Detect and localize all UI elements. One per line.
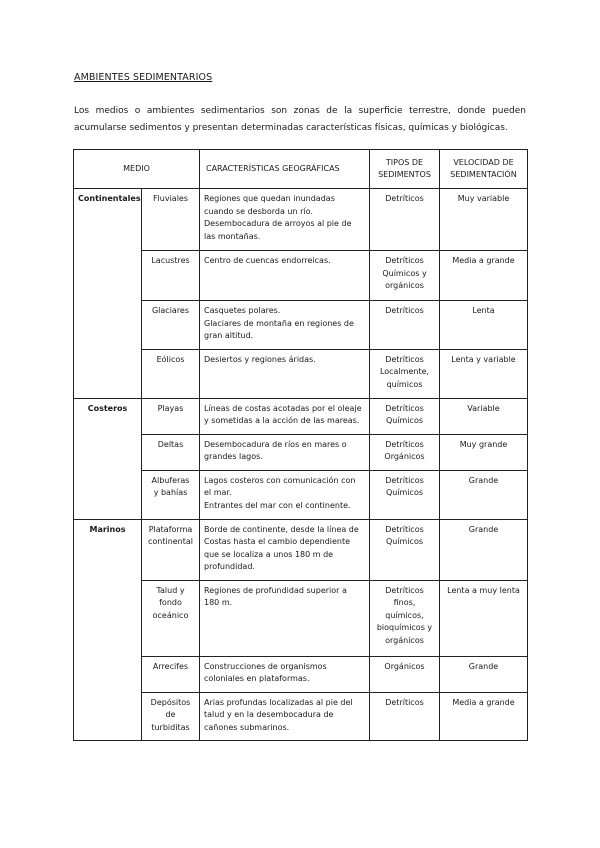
sediment-types-cell: Detríticos finos, químicos, bioquímicos y orgánicos [370,580,440,656]
sub-environment-cell: Albuferas y bahías [142,470,200,519]
features-cell: Regiones que quedan inundadas cuando se desborda un río. Desembocadura de arroyos al pie de las montañas. [200,189,370,251]
sediment-types-cell: Orgánicos [370,656,440,692]
header-features: CARACTERÍSTICAS GEOGRÁFICAS [200,150,370,189]
table-row [74,251,528,301]
table-body [74,189,528,741]
features-cell: Borde de continente, desde la línea de Costas hasta el cambio dependiente que se localiza a unos 180 m de profundidad. [200,519,370,580]
sub-environment-cell: Deltas [142,434,200,470]
table-row [74,434,528,470]
intro-paragraph: Los medios o ambientes sedimentarios son zonas de la superficie terrestre, donde pueden acumularse sedimentos y presentan determinadas características físicas, químicas y biológicas. [74,106,526,133]
header-medio: MEDIO [74,150,200,189]
sedimentation-speed-cell: Grande [440,470,528,519]
sub-environment-cell: Talud y fondo oceánico [142,580,200,656]
table-row [74,519,528,580]
sub-environment-cell: Lacustres [142,251,200,301]
features-cell: Desiertos y regiones áridas. [200,349,370,398]
sub-environment-cell: Depósitos de turbiditas [142,692,200,741]
environment-cell: Costeros [74,398,142,519]
header-speed: VELOCIDAD DE SEDIMENTACIÓN [440,150,528,189]
sub-environment-cell: Fluviales [142,189,200,251]
features-cell: Desembocadura de ríos en mares o grandes lagos. [200,434,370,470]
table-row [74,470,528,519]
sediment-types-cell: Detríticos [370,189,440,251]
sedimentation-speed-cell: Grande [440,519,528,580]
features-cell: Construcciones de organismos coloniales en plataformas. [200,656,370,692]
table-row [74,656,528,692]
sedimentation-speed-cell: Muy variable [440,189,528,251]
features-cell: Líneas de costas acotadas por el oleaje y sometidas a la acción de las mareas. [200,398,370,434]
environment-cell: Continentales [74,189,142,399]
table-row [74,580,528,656]
table-row [74,189,528,251]
table-row [74,398,528,434]
sediment-types-cell: Detríticos [370,692,440,741]
sub-environment-cell: Glaciares [142,301,200,350]
features-cell: Regiones de profundidad superior a 180 m. [200,580,370,656]
sedimentation-speed-cell: Lenta a muy lenta [440,580,528,656]
sedimentation-speed-cell: Lenta y variable [440,349,528,398]
sediment-types-cell: Detríticos Localmente, químicos [370,349,440,398]
sub-environment-cell: Playas [142,398,200,434]
table-row [74,301,528,350]
sediment-types-cell: Detríticos Orgánicos [370,434,440,470]
sedimentation-speed-cell: Lenta [440,301,528,350]
sediment-types-cell: Detríticos [370,301,440,350]
sedimentary-environments-table [73,149,528,741]
sedimentation-speed-cell: Variable [440,398,528,434]
page-title: AMBIENTES SEDIMENTARIOS [74,72,213,83]
table-row [74,349,528,398]
sediment-types-cell: Detríticos Químicos [370,470,440,519]
table-header-row [74,150,528,189]
table-row [74,692,528,741]
sediment-types-cell: Detríticos Químicos y orgánicos [370,251,440,301]
sediment-types-cell: Detríticos Químicos [370,398,440,434]
environment-cell: Marinos [74,519,142,741]
sedimentation-speed-cell: Grande [440,656,528,692]
sedimentation-speed-cell: Media a grande [440,251,528,301]
features-cell: Centro de cuencas endorreicas. [200,251,370,301]
features-cell: Casquetes polares. Glaciares de montaña en regiones de gran altitud. [200,301,370,350]
sedimentation-speed-cell: Media a grande [440,692,528,741]
header-types: TIPOS DE SEDIMENTOS [370,150,440,189]
sub-environment-cell: Plataforma continental [142,519,200,580]
sub-environment-cell: Arrecifes [142,656,200,692]
features-cell: Arias profundas localizadas al pie del talud y en la desembocadura de cañones submarinos. [200,692,370,741]
sedimentation-speed-cell: Muy grande [440,434,528,470]
sediment-types-cell: Detríticos Químicos [370,519,440,580]
features-cell: Lagos costeros con comunicación con el mar. Entrantes del mar con el continente. [200,470,370,519]
sub-environment-cell: Eólicos [142,349,200,398]
